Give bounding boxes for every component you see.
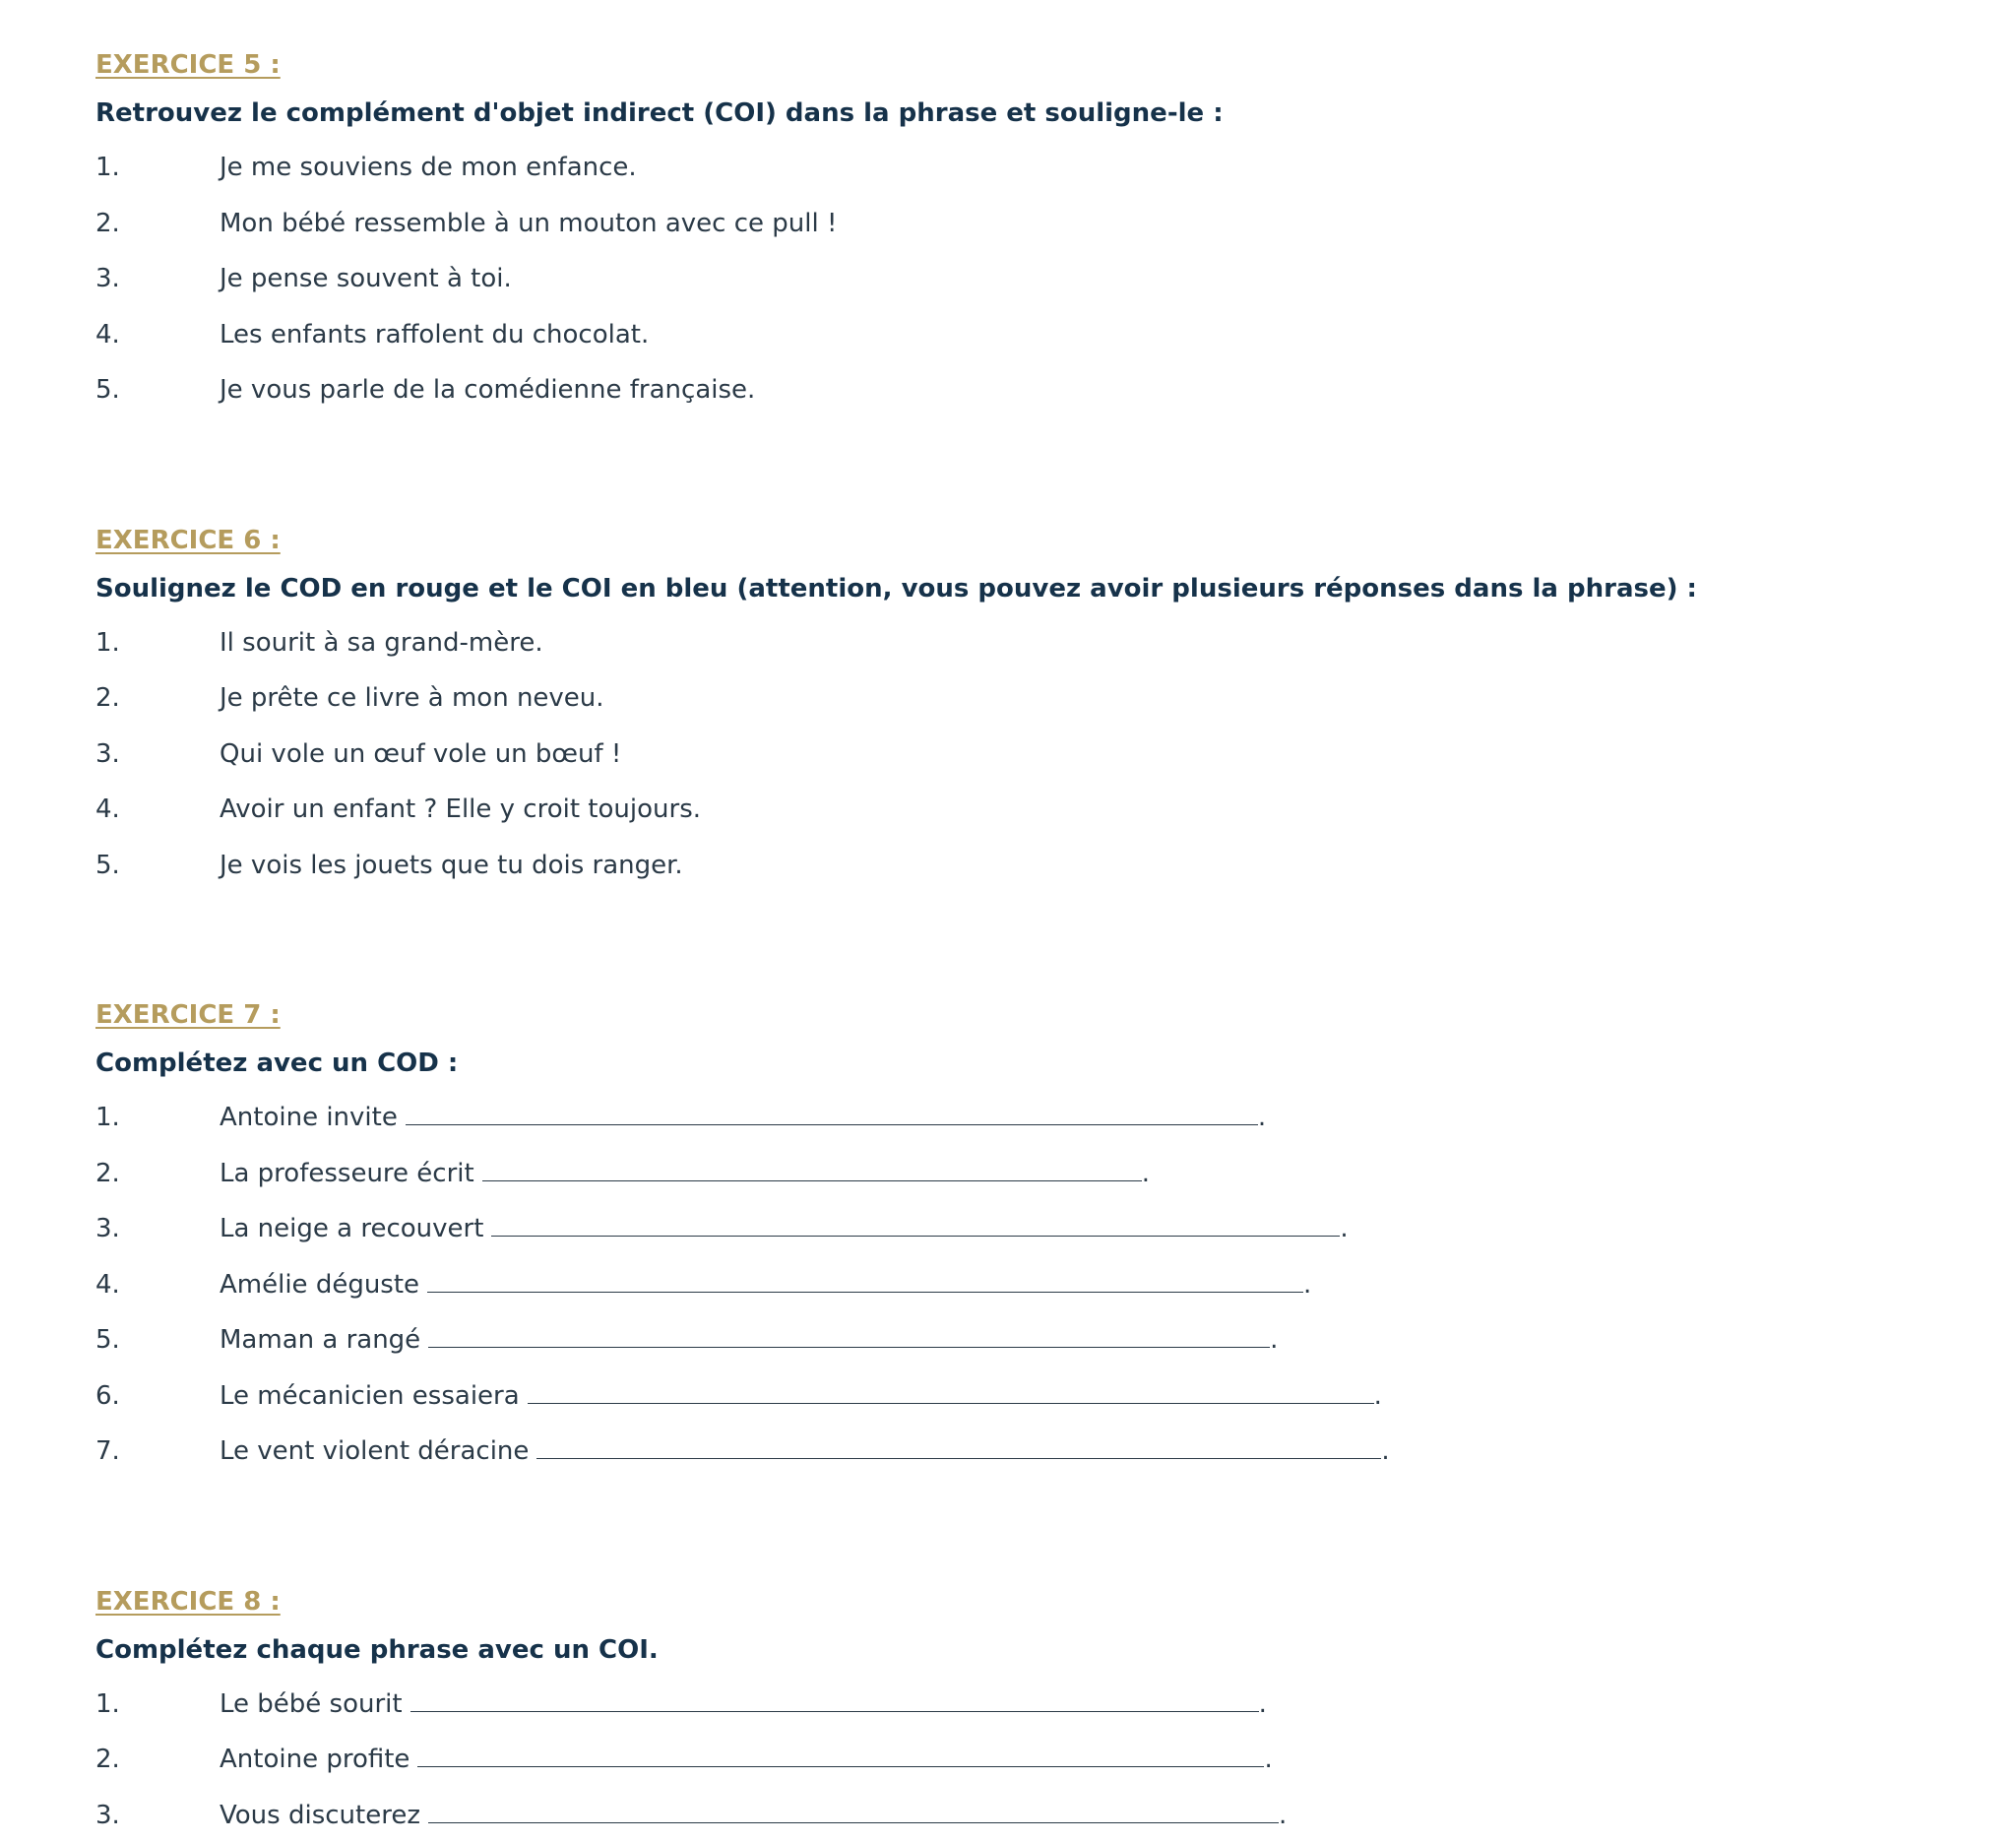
answer-blank[interactable] <box>536 1438 1381 1459</box>
item-number: 2. <box>95 1146 220 1202</box>
answer-blank[interactable] <box>417 1747 1264 1767</box>
item-number: 4. <box>95 307 220 363</box>
item-number: 4. <box>95 1257 220 1313</box>
item-end: . <box>1142 1159 1150 1188</box>
item-text: Je vois les jouets que tu dois ranger. <box>220 851 683 880</box>
item-text: Antoine invite <box>220 1103 398 1132</box>
exercise-title: EXERCICE 8 : <box>95 1580 1966 1623</box>
item-text: Je prête ce livre à mon neveu. <box>220 683 604 713</box>
list-item <box>95 362 1966 418</box>
item-end: . <box>1279 1801 1287 1830</box>
item-number: 6. <box>95 1368 220 1425</box>
list-item <box>95 251 1966 307</box>
answer-blank[interactable] <box>528 1383 1374 1404</box>
list-item <box>95 615 1966 671</box>
item-end: . <box>1258 1103 1266 1132</box>
exercise-instruction: Complétez avec un COD : <box>95 1037 1966 1090</box>
item-end: . <box>1303 1270 1311 1300</box>
list-item <box>95 1788 1966 1843</box>
exercise-title: EXERCICE 6 : <box>95 519 1966 562</box>
answer-blank[interactable] <box>428 1327 1270 1348</box>
list-item <box>95 307 1966 363</box>
list-item <box>95 1368 1966 1425</box>
list-item <box>95 670 1966 727</box>
item-number: 1. <box>95 1677 220 1733</box>
item-number: 1. <box>95 140 220 196</box>
answer-blank[interactable] <box>428 1803 1279 1823</box>
list-item <box>95 1201 1966 1257</box>
item-number: 1. <box>95 1090 220 1146</box>
exercise-instruction: Soulignez le COD en rouge et le COI en bleu (attention, vous pouvez avoir plusieurs réponses dans la phrase) : <box>95 562 1966 615</box>
item-number: 5. <box>95 362 220 418</box>
answer-blank[interactable] <box>491 1216 1340 1237</box>
list-item <box>95 1146 1966 1202</box>
list-item <box>95 1424 1966 1480</box>
item-text: Maman a rangé <box>220 1325 420 1355</box>
item-text: Je vous parle de la comédienne française. <box>220 375 755 405</box>
list-item <box>95 1257 1966 1313</box>
item-number: 4. <box>95 782 220 838</box>
exercise-5 <box>95 43 1966 418</box>
item-text: Le vent violent déracine <box>220 1436 529 1466</box>
list-item <box>95 1312 1966 1368</box>
list-item <box>95 838 1966 894</box>
exercise-8 <box>95 1580 1966 1843</box>
item-text: Les enfants raffolent du chocolat. <box>220 320 649 350</box>
answer-blank[interactable] <box>482 1161 1142 1181</box>
item-number: 3. <box>95 727 220 783</box>
exercise-instruction: Retrouvez le complément d'objet indirect (COI) dans la phrase et souligne-le : <box>95 87 1966 140</box>
answer-blank[interactable] <box>406 1105 1258 1125</box>
item-end: . <box>1340 1214 1348 1243</box>
list-item <box>95 1090 1966 1146</box>
item-text: Antoine profite <box>220 1745 410 1774</box>
list-item <box>95 1732 1966 1788</box>
item-number: 5. <box>95 838 220 894</box>
item-number: 1. <box>95 615 220 671</box>
item-number: 2. <box>95 1732 220 1788</box>
list-item <box>95 196 1966 252</box>
exercise-title: EXERCICE 7 : <box>95 993 1966 1037</box>
item-number: 7. <box>95 1424 220 1480</box>
answer-blank[interactable] <box>427 1272 1303 1293</box>
item-number: 2. <box>95 196 220 252</box>
item-end: . <box>1381 1436 1389 1466</box>
answer-blank[interactable] <box>410 1691 1259 1712</box>
list-item <box>95 727 1966 783</box>
item-text: Vous discuterez <box>220 1801 420 1830</box>
item-text: Mon bébé ressemble à un mouton avec ce pull ! <box>220 209 837 238</box>
item-end: . <box>1264 1745 1272 1774</box>
item-number: 3. <box>95 1788 220 1843</box>
item-end: . <box>1374 1381 1382 1411</box>
item-text: Amélie déguste <box>220 1270 419 1300</box>
exercise-instruction: Complétez chaque phrase avec un COI. <box>95 1623 1966 1677</box>
exercise-6 <box>95 519 1966 894</box>
item-text: Je pense souvent à toi. <box>220 264 512 293</box>
item-text: Le bébé sourit <box>220 1689 403 1719</box>
item-end: . <box>1270 1325 1278 1355</box>
item-number: 3. <box>95 251 220 307</box>
item-number: 5. <box>95 1312 220 1368</box>
item-number: 2. <box>95 670 220 727</box>
worksheet-page <box>95 43 1966 1843</box>
exercise-title: EXERCICE 5 : <box>95 43 1966 87</box>
list-item <box>95 140 1966 196</box>
item-text: La professeure écrit <box>220 1159 474 1188</box>
item-text: La neige a recouvert <box>220 1214 483 1243</box>
exercise-7 <box>95 993 1966 1480</box>
item-text: Le mécanicien essaiera <box>220 1381 520 1411</box>
item-text: Avoir un enfant ? Elle y croit toujours. <box>220 794 701 824</box>
item-end: . <box>1259 1689 1267 1719</box>
item-number: 3. <box>95 1201 220 1257</box>
list-item <box>95 782 1966 838</box>
list-item <box>95 1677 1966 1733</box>
item-text: Il sourit à sa grand-mère. <box>220 628 543 658</box>
item-text: Qui vole un œuf vole un bœuf ! <box>220 739 621 769</box>
item-text: Je me souviens de mon enfance. <box>220 153 637 182</box>
